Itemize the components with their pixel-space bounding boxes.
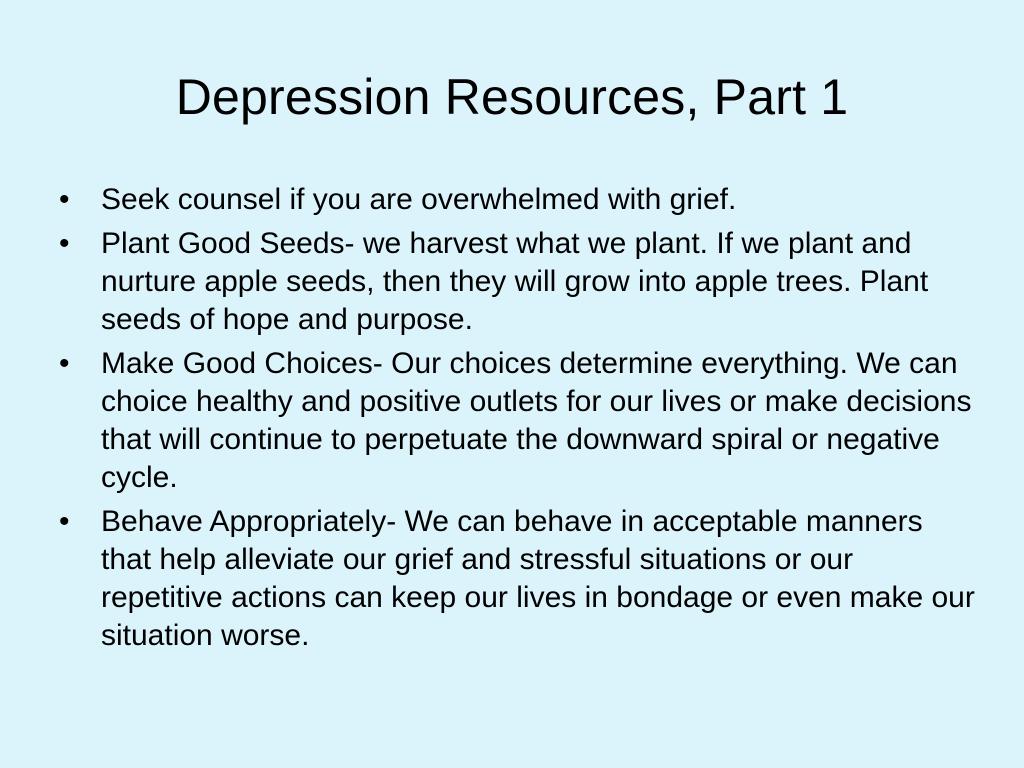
bullet-icon: • xyxy=(59,347,70,380)
bullet-icon: • xyxy=(59,505,70,538)
bullet-item xyxy=(55,345,980,497)
bullet-icon: • xyxy=(59,183,70,216)
bullet-text: Behave Appropriately- We can behave in acceptable manners that help alleviate our grief and stressful situations or our repetitive actions can keep our lives in bondage or even make our situation worse. xyxy=(101,505,975,652)
bullet-icon: • xyxy=(59,227,70,260)
bullet-text: Seek counsel if you are overwhelmed with grief. xyxy=(101,183,737,216)
bullet-text: Plant Good Seeds- we harvest what we plant. If we plant and nurture apple seeds, then they will grow into apple trees. Plant seeds of hope and purpose. xyxy=(101,227,929,336)
bullet-item xyxy=(55,181,980,219)
bullet-text: Make Good Choices- Our choices determine everything. We can choice healthy and positive outlets for our lives or make decisions that will continue to perpetuate the downward spiral or negative cycle. xyxy=(101,347,972,494)
bullet-list xyxy=(55,181,980,661)
slide-title: Depression Resources, Part 1 xyxy=(175,69,849,125)
bullet-item xyxy=(55,503,980,655)
bullet-item xyxy=(55,225,980,339)
